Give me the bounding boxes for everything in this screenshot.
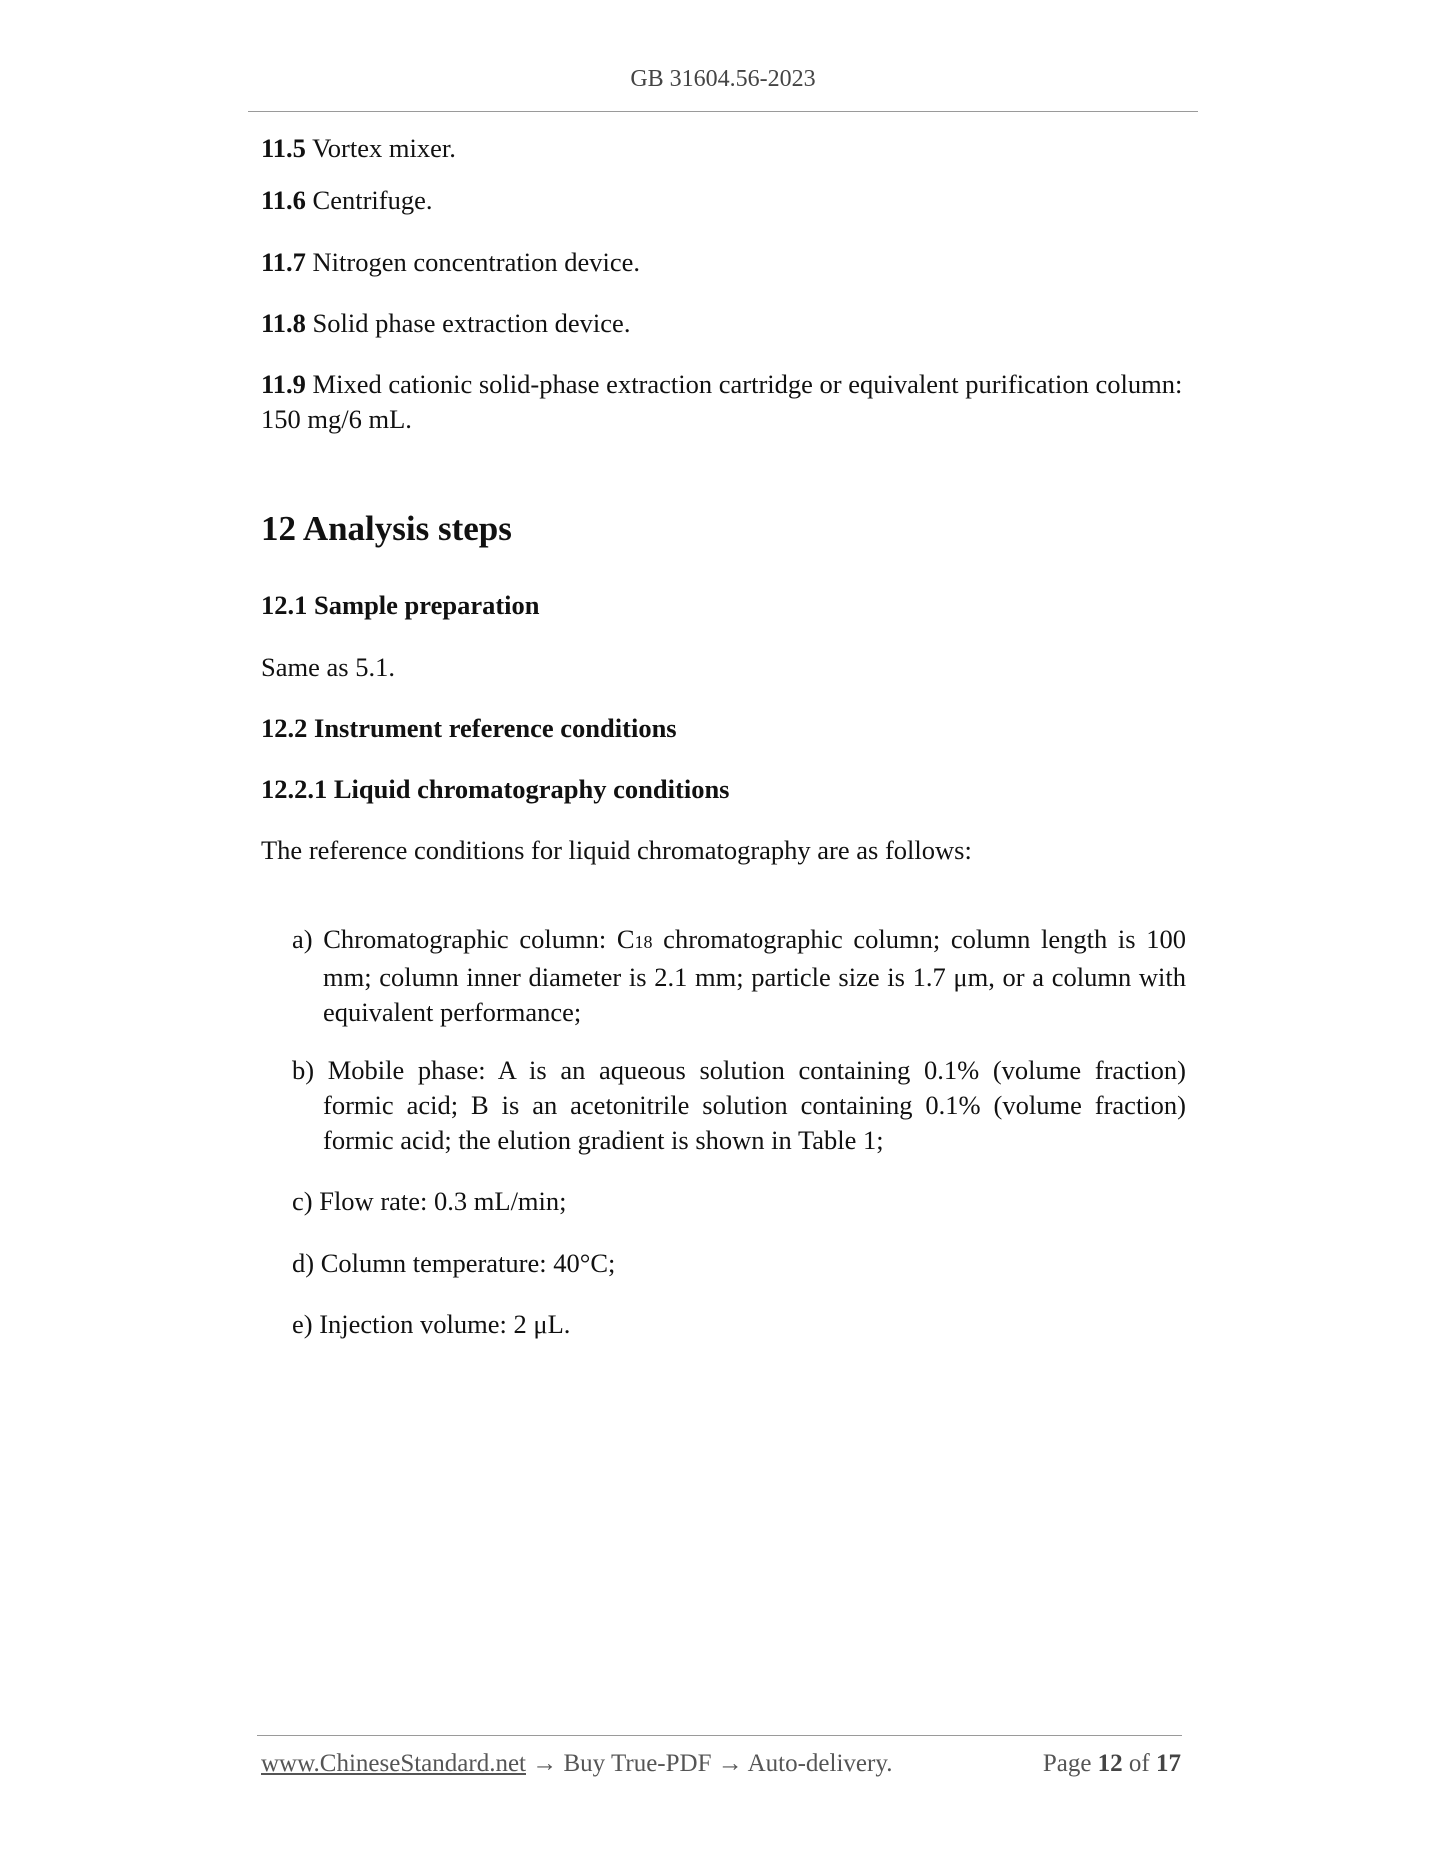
item-text: Centrifuge. xyxy=(305,185,433,215)
subsection-heading-12-2-1: 12.2.1 Liquid chromatography conditions xyxy=(261,774,730,804)
of-label: of xyxy=(1128,1750,1150,1777)
item-number: 11.7 xyxy=(261,247,306,277)
section-heading: 12 Analysis steps xyxy=(261,509,512,548)
conditions-intro: The reference conditions for liquid chromatography are as follows: xyxy=(261,835,972,865)
item-11-9 xyxy=(261,367,1186,437)
list-item-e: e) Injection volume: 2 μL. xyxy=(292,1308,571,1339)
list-item-a xyxy=(292,922,1186,1030)
header-divider xyxy=(248,111,1198,112)
subsection-heading-12-2: 12.2 Instrument reference conditions xyxy=(261,713,677,743)
item-text: Vortex mixer. xyxy=(305,133,456,163)
item-11-5 xyxy=(261,131,1186,166)
list-item-b: b) Mobile phase: A is an aqueous solution containing 0.1% (volume fraction) formic acid; B is an acetonitrile solution containing 0.1% (volume fraction) formic acid; the elution gradient is shown in Table 1; xyxy=(292,1054,1186,1155)
list-item-a-prefix: a) Chromatographic column: C xyxy=(292,923,635,954)
page-number: 12 xyxy=(1097,1750,1123,1777)
item-11-8 xyxy=(261,306,1186,341)
item-text: Nitrogen concentration device. xyxy=(305,247,640,277)
page-footer xyxy=(261,1750,1181,1778)
item-11-6 xyxy=(261,183,1186,218)
item-number: 11.9 xyxy=(261,369,306,399)
page-total: 17 xyxy=(1156,1750,1181,1777)
footer-divider xyxy=(257,1735,1182,1736)
item-text: Solid phase extraction device. xyxy=(305,308,631,338)
list-item-d: d) Column temperature: 40°C; xyxy=(292,1247,616,1278)
sample-preparation-text: Same as 5.1. xyxy=(261,652,395,682)
list-item-a-text: chromatographic column; column length is 100 mm; column inner diameter is 2.1 mm; particle size is 1.7 μm, or a column with equivalent performance; xyxy=(323,923,1186,1027)
page-label: Page xyxy=(1042,1750,1092,1777)
page-indicator xyxy=(1043,1750,1181,1778)
item-11-7 xyxy=(261,245,1186,280)
item-number: 11.6 xyxy=(261,185,306,215)
page-header: GB 31604.56-2023 xyxy=(630,66,816,92)
website-link[interactable]: www.ChineseStandard.net xyxy=(261,1750,526,1777)
footer-tagline: → Buy True-PDF → Auto-delivery. xyxy=(526,1750,893,1777)
list-item-a-subscript: 18 xyxy=(634,931,653,952)
item-text: Mixed cationic solid-phase extraction cartridge or equivalent purification column: 150 mg/6 mL. xyxy=(261,369,1183,434)
subsection-heading-12-1: 12.1 Sample preparation xyxy=(261,590,540,620)
list-item-c: c) Flow rate: 0.3 mL/min; xyxy=(292,1185,567,1216)
item-number: 11.8 xyxy=(261,308,306,338)
item-number: 11.5 xyxy=(261,133,306,163)
